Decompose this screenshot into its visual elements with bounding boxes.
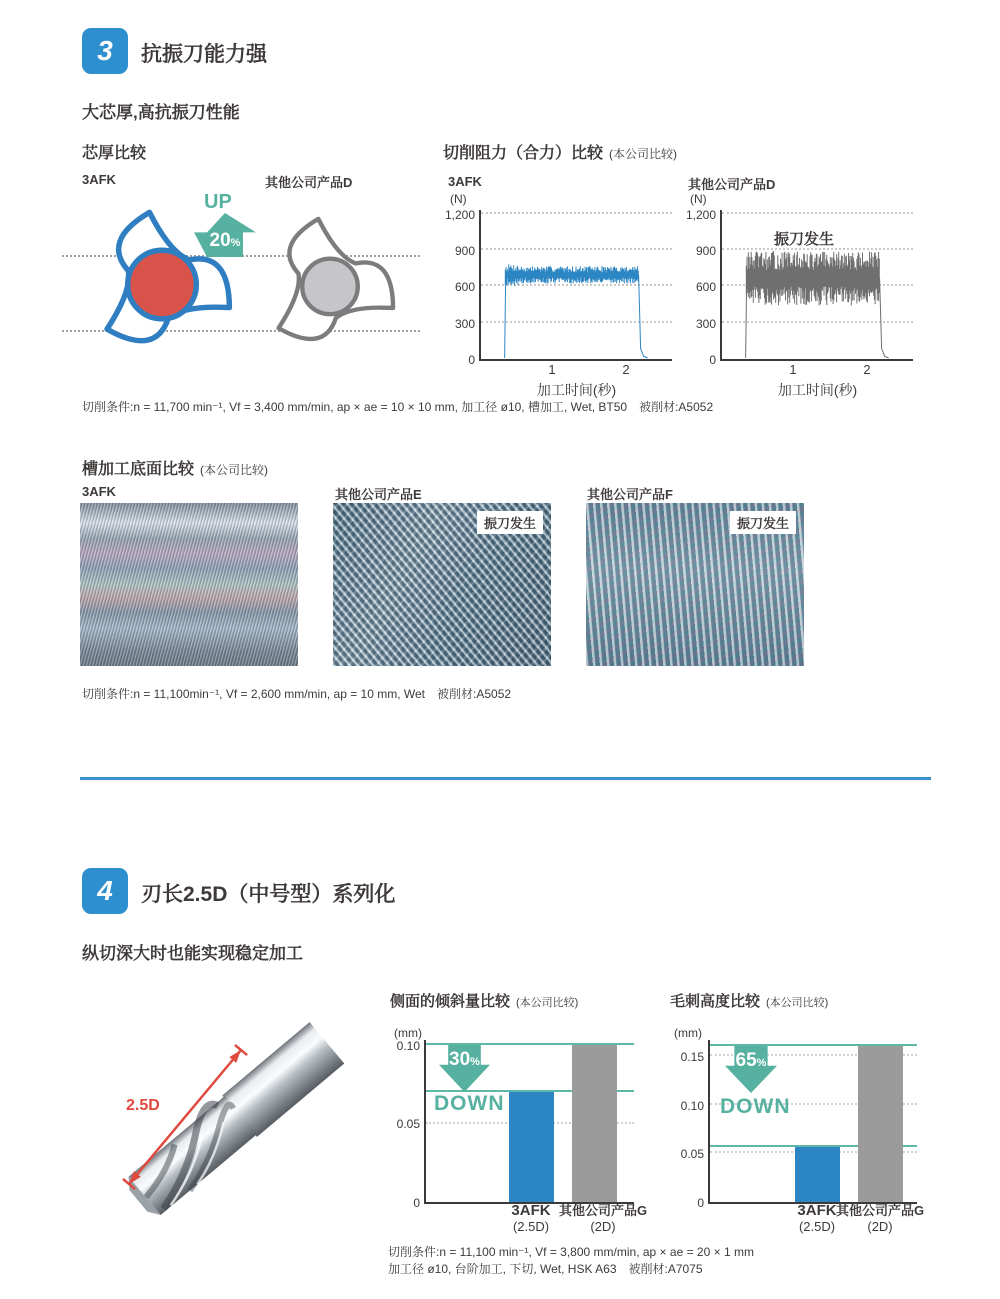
surface-comparison-title bbox=[82, 456, 268, 479]
x-axis-label: 加工时间(秒) bbox=[777, 382, 858, 398]
x-tick-1: 1 bbox=[789, 362, 797, 377]
surface-photo-competitor-f bbox=[586, 503, 804, 666]
core-comparison-title: 芯厚比较 bbox=[82, 145, 147, 162]
category-sub-label: (2D) bbox=[590, 1219, 616, 1234]
bar-chart-title bbox=[670, 990, 828, 1011]
y-axis-unit: (N) bbox=[450, 192, 467, 206]
y-tick-005: 0.05 bbox=[680, 1147, 704, 1161]
section4-subtitle: 纵切深大时也能实现稳定加工 bbox=[82, 944, 303, 963]
y-tick-600: 600 bbox=[695, 280, 716, 294]
surface-title-note: (本公司比较) bbox=[200, 463, 269, 477]
down-word: DOWN bbox=[434, 1092, 505, 1115]
category-sub-label: (2.5D) bbox=[512, 1219, 550, 1234]
down-value-unit: % bbox=[756, 1057, 767, 1069]
y-tick-0: 0 bbox=[697, 1196, 704, 1210]
y-tick-300: 300 bbox=[454, 317, 475, 331]
x-tick-2: 2 bbox=[863, 362, 871, 377]
photo-label-competitor-e: 其他公司产品E bbox=[335, 487, 422, 502]
section4-number-badge: 4 bbox=[82, 868, 128, 914]
surface-photo-3afk bbox=[80, 503, 298, 666]
endmill-photo bbox=[95, 1012, 360, 1227]
surface-photo-competitor-e bbox=[333, 503, 551, 666]
y-tick-010: 0.10 bbox=[396, 1039, 420, 1053]
bar-chart-title bbox=[390, 990, 578, 1011]
tilt-bar-chart bbox=[388, 988, 660, 1248]
core-circle-3afk bbox=[128, 250, 197, 319]
cutting-conditions-3-line2: 加工径 ø10, 台阶加工, 下切, Wet, HSK A63 被削材:A7075 bbox=[388, 1262, 703, 1276]
bar-chart-title-note: (本公司比较) bbox=[516, 997, 579, 1009]
force-title-note: (本公司比较) bbox=[609, 147, 678, 161]
bar-competitor bbox=[572, 1045, 617, 1202]
plot-area bbox=[444, 208, 672, 398]
y-tick-0: 0 bbox=[709, 353, 716, 367]
force-signal-3afk bbox=[481, 210, 672, 359]
y-tick-010: 0.10 bbox=[680, 1099, 704, 1113]
y-tick-0: 0 bbox=[468, 353, 475, 367]
category-label: 3AFK bbox=[511, 1202, 551, 1219]
cutting-conditions-3-line1: 切削条件:n = 11,100 min⁻¹, Vf = 3,800 mm/min, ap × ae = 20 × 1 mm bbox=[388, 1245, 754, 1259]
y-tick-900: 900 bbox=[695, 244, 716, 258]
y-tick-0: 0 bbox=[413, 1196, 420, 1210]
category-sub-label: (2D) bbox=[867, 1219, 893, 1234]
chart-series-label: 其他公司产品D bbox=[688, 177, 776, 192]
category-label: 其他公司产品G bbox=[558, 1203, 648, 1218]
y-axis-unit: (mm) bbox=[674, 1026, 702, 1040]
down-word: DOWN bbox=[720, 1095, 791, 1118]
down-value-number: 65 bbox=[735, 1050, 757, 1071]
photo-label-competitor-f: 其他公司产品F bbox=[587, 487, 673, 502]
chatter-annotation: 振刀发生 bbox=[774, 231, 835, 248]
burr-bar-chart bbox=[668, 988, 940, 1248]
plot-area bbox=[685, 208, 913, 398]
category-label: 其他公司产品G bbox=[835, 1203, 925, 1218]
bar-competitor bbox=[858, 1046, 903, 1202]
up-value-unit: % bbox=[230, 237, 241, 249]
down-value-unit: % bbox=[470, 1056, 480, 1068]
core-left-label: 3AFK bbox=[82, 172, 116, 187]
surface-title-text: 槽加工底面比较 bbox=[82, 461, 195, 478]
down-value bbox=[725, 1050, 777, 1072]
category-label: 3AFK bbox=[797, 1202, 837, 1219]
section3-title: 抗振刀能力强 bbox=[141, 43, 267, 66]
cutting-conditions-2: 切削条件:n = 11,100min⁻¹, Vf = 2,600 mm/min, ap = 10 mm, Wet 被削材:A5052 bbox=[82, 687, 512, 701]
bar-3afk bbox=[509, 1092, 554, 1202]
down-value-number: 30 bbox=[449, 1049, 471, 1070]
y-tick-1200: 1,200 bbox=[444, 208, 475, 222]
cutting-conditions-1: 切削条件:n = 11,700 min⁻¹, Vf = 3,400 mm/min, ap × ae = 10 × 10 mm, 加工径 ø10, 槽加工, Wet, BT50 被削材:A5052 bbox=[82, 400, 714, 414]
force-chart-competitor bbox=[680, 172, 925, 402]
force-chart-3afk bbox=[440, 172, 685, 402]
bar-3afk bbox=[795, 1147, 840, 1202]
y-tick-600: 600 bbox=[454, 280, 475, 294]
y-axis-unit: (mm) bbox=[394, 1026, 422, 1040]
x-category-competitor bbox=[553, 1203, 653, 1234]
bar-chart-title-note: (本公司比较) bbox=[766, 997, 829, 1009]
bar-chart-title-text: 侧面的倾斜量比较 bbox=[390, 993, 511, 1010]
up-label: UP bbox=[204, 191, 232, 213]
chatter-badge: 振刀发生 bbox=[477, 511, 543, 534]
y-tick-300: 300 bbox=[695, 317, 716, 331]
section3-number-badge: 3 bbox=[82, 28, 128, 74]
chatter-badge: 振刀发生 bbox=[730, 511, 796, 534]
y-tick-900: 900 bbox=[454, 244, 475, 258]
section-divider bbox=[80, 777, 931, 780]
photo-label-3afk: 3AFK bbox=[82, 484, 116, 499]
x-axis-label: 加工时间(秒) bbox=[536, 382, 617, 398]
section4-title: 刃长2.5D（中号型）系列化 bbox=[141, 883, 396, 906]
plot-area bbox=[396, 1039, 648, 1234]
y-axis-unit: (N) bbox=[690, 192, 707, 206]
down-value bbox=[439, 1049, 490, 1071]
dimension-label: 2.5D bbox=[126, 1097, 160, 1114]
x-tick-2: 2 bbox=[622, 362, 630, 377]
y-tick-015: 0.15 bbox=[680, 1050, 704, 1064]
force-comparison-title bbox=[443, 140, 677, 163]
endmill-cross-section-competitor bbox=[257, 212, 403, 358]
category-sub-label: (2.5D) bbox=[798, 1219, 836, 1234]
core-right-label: 其他公司产品D bbox=[265, 175, 353, 190]
chart-series-label: 3AFK bbox=[448, 174, 482, 189]
y-tick-1200: 1,200 bbox=[685, 208, 716, 222]
x-category-competitor bbox=[830, 1203, 930, 1234]
x-tick-1: 1 bbox=[548, 362, 556, 377]
plot-area bbox=[680, 1040, 925, 1234]
up-value bbox=[194, 230, 256, 252]
section3-subtitle: 大芯厚,高抗振刀性能 bbox=[82, 103, 240, 122]
force-title-text: 切削阻力（合力）比较 bbox=[443, 145, 604, 162]
up-value-number: 20 bbox=[209, 230, 231, 251]
bar-chart-title-text: 毛刺高度比较 bbox=[670, 993, 761, 1010]
y-tick-005: 0.05 bbox=[396, 1117, 420, 1131]
core-circle-competitor bbox=[302, 259, 357, 314]
